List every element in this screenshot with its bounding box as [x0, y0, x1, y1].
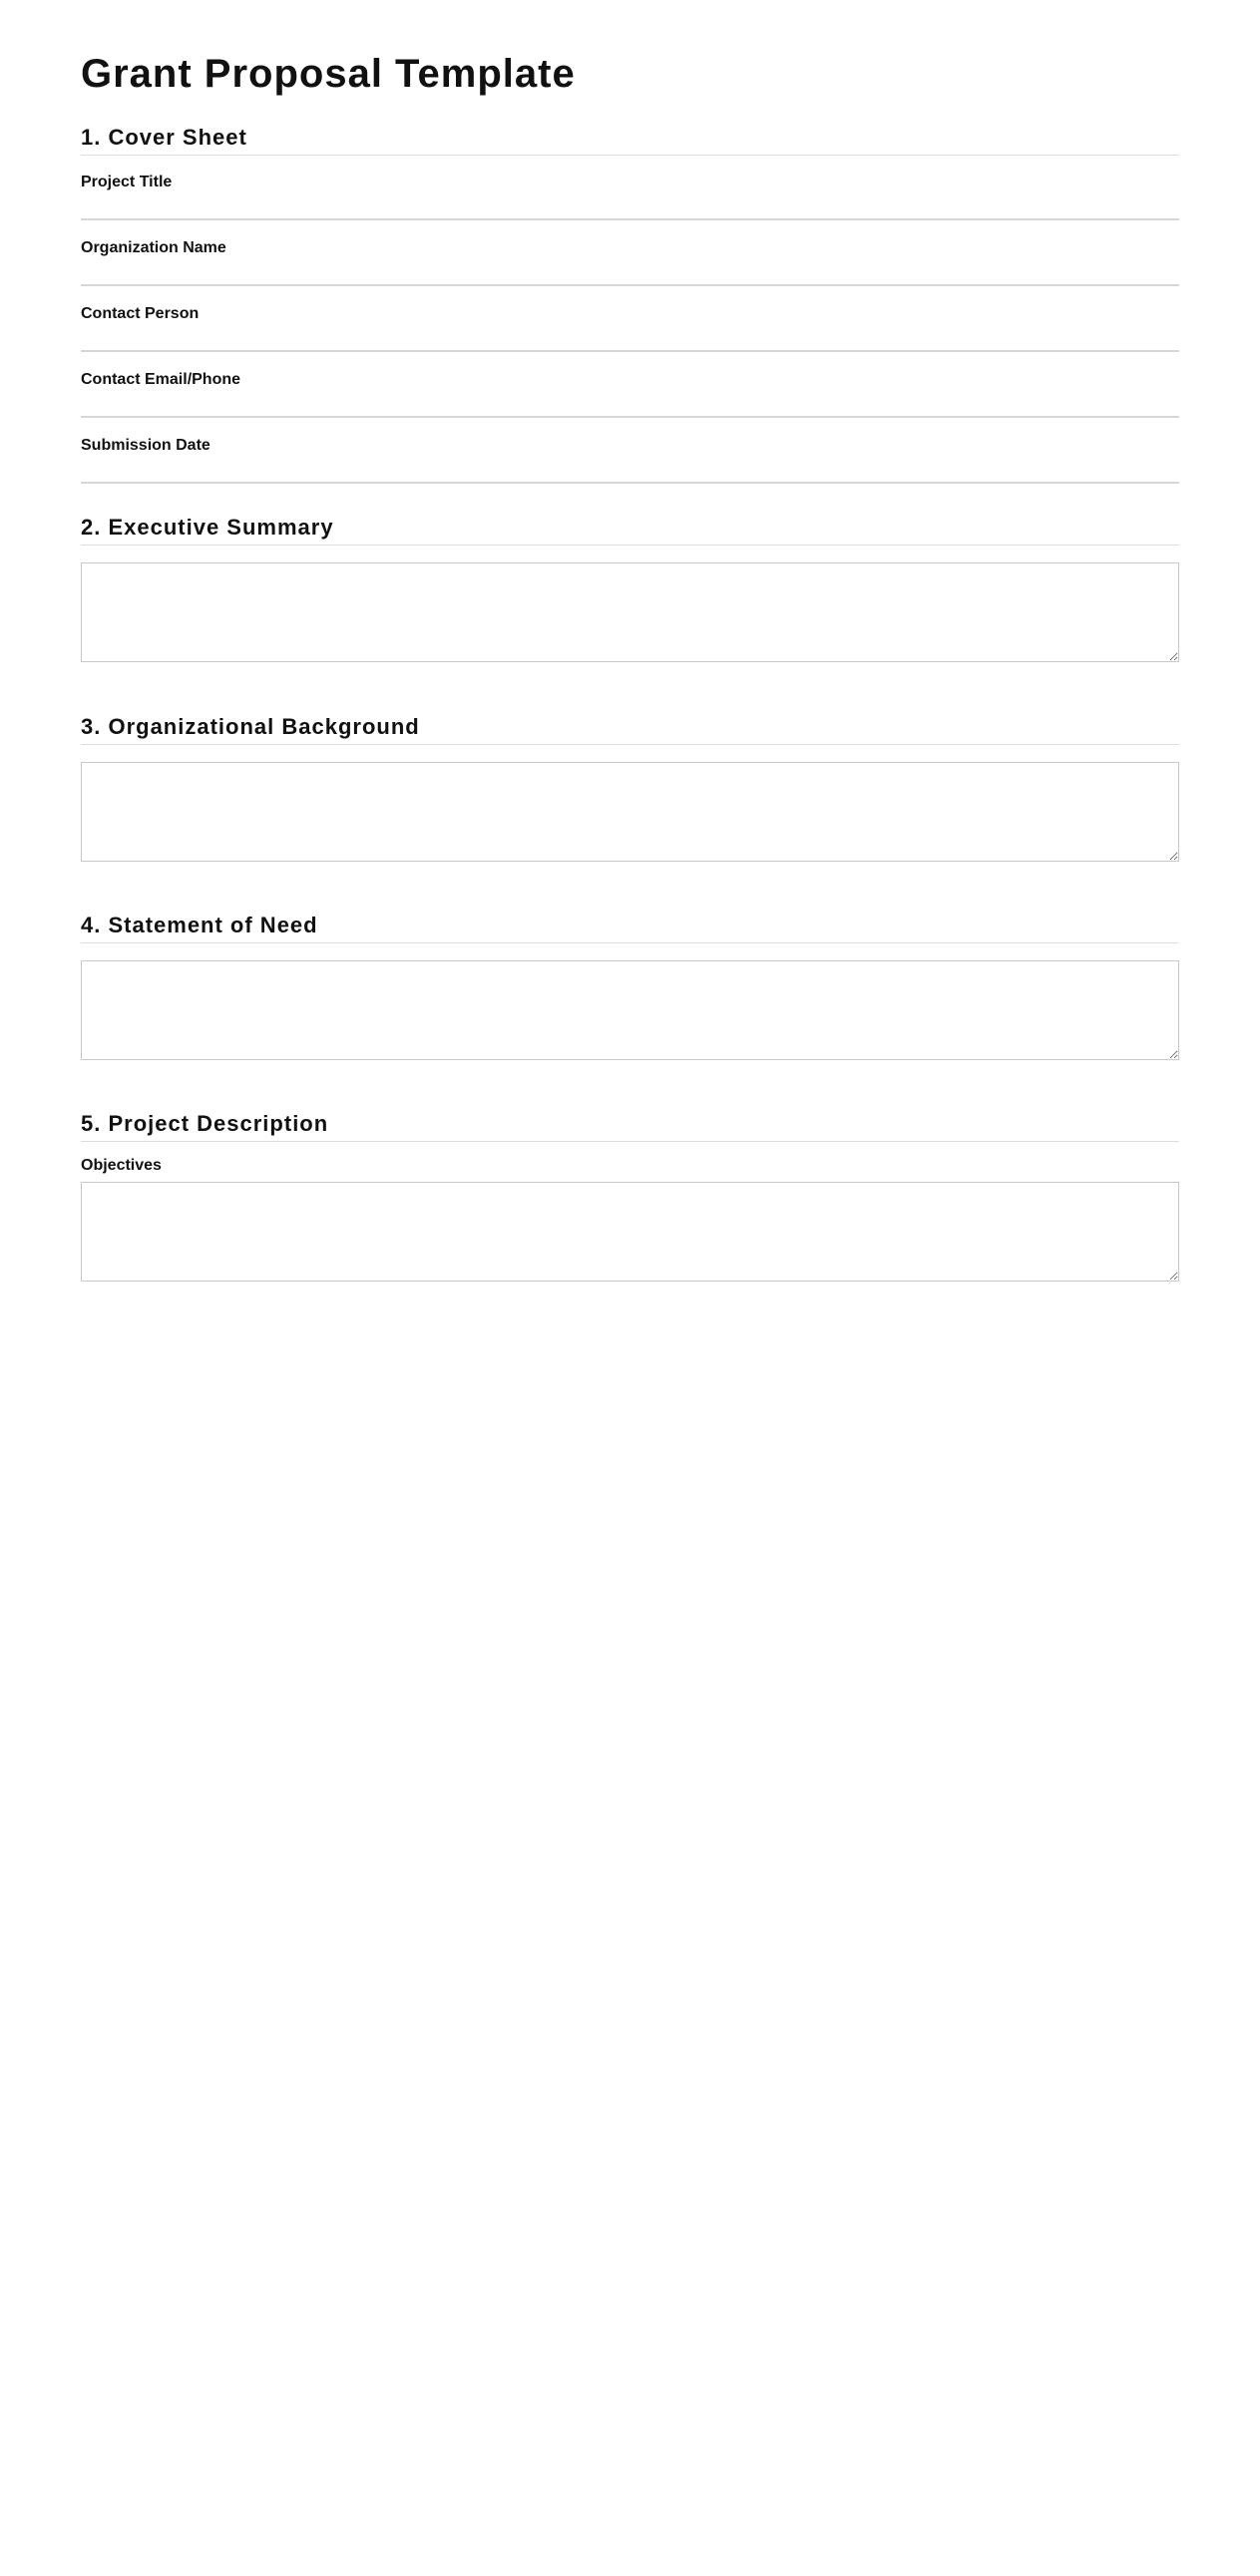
- contact-person-input[interactable]: [81, 326, 1179, 352]
- objectives-label: Objectives: [81, 1157, 162, 1174]
- organization-name-input[interactable]: [81, 260, 1179, 286]
- submission-date-input[interactable]: [81, 458, 1179, 484]
- project-title-label: Project Title: [81, 174, 173, 190]
- section-heading-statement-of-need: 4. Statement of Need: [81, 912, 1179, 943]
- organization-name-label: Organization Name: [81, 239, 226, 256]
- section-heading-project-description: 5. Project Description: [81, 1110, 1179, 1142]
- executive-summary-textarea[interactable]: [81, 562, 1179, 662]
- contact-email-phone-label: Contact Email/Phone: [81, 371, 241, 388]
- project-title-input[interactable]: [81, 194, 1179, 220]
- statement-of-need-textarea[interactable]: [81, 960, 1179, 1060]
- objectives-textarea[interactable]: [81, 1182, 1179, 1282]
- organizational-background-textarea[interactable]: [81, 762, 1179, 862]
- contact-email-phone-input[interactable]: [81, 392, 1179, 418]
- submission-date-label: Submission Date: [81, 437, 210, 454]
- section-heading-executive-summary: 2. Executive Summary: [81, 514, 1179, 546]
- section-heading-cover-sheet: 1. Cover Sheet: [81, 124, 1179, 156]
- contact-person-label: Contact Person: [81, 305, 200, 322]
- section-heading-organizational-background: 3. Organizational Background: [81, 713, 1179, 745]
- page-title: Grant Proposal Template: [81, 52, 576, 96]
